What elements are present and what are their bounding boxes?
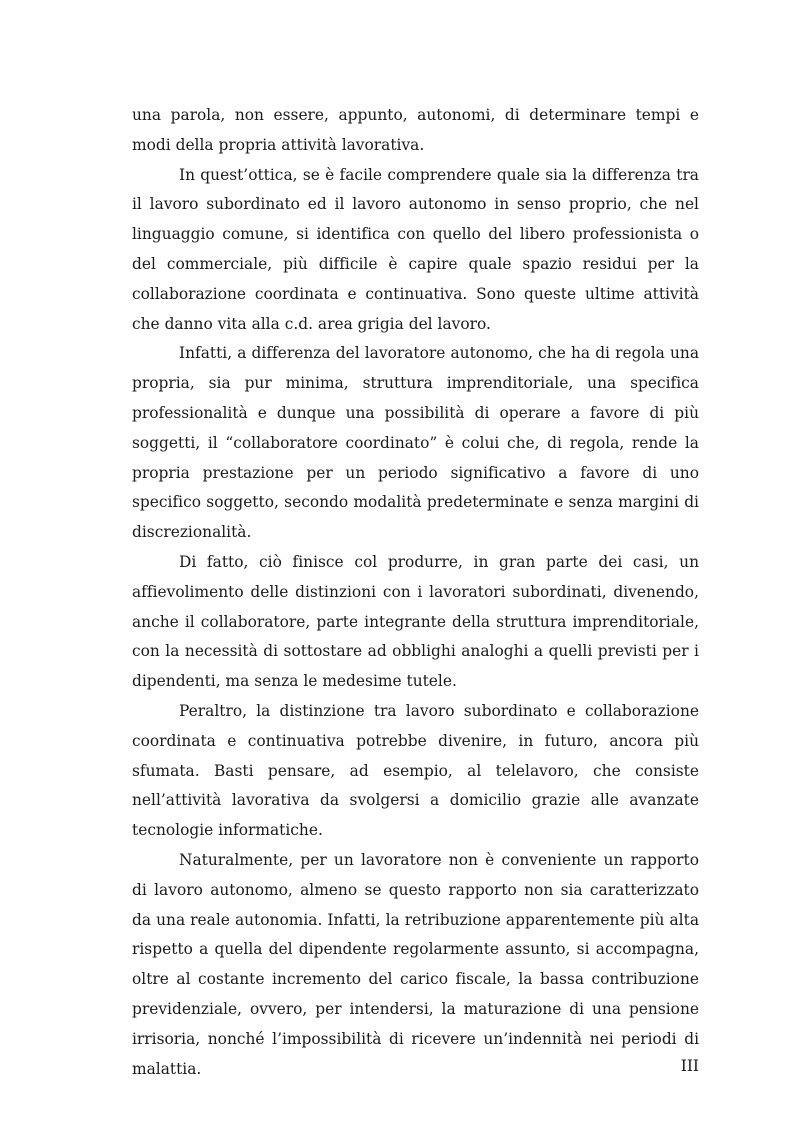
- paragraph: Naturalmente, per un lavoratore non è conveniente un rapporto di lavoro autonomo, almeno se questo rapporto non sia caratterizzato da una reale autonomia. Infatti, la retribuzione apparentemente più alta rispetto a quella del dipendente regolarmente assunto, si accompagna, oltre al costante incremento del carico fiscale, la bassa contribuzione previdenziale, ovvero, per intendersi, la maturazione di una pensione irrisoria, nonché l’impossibilità di ricevere un’indennità nei periodi di malattia.: [132, 850, 699, 1078]
- paragraph: Di fatto, ciò finisce col produrre, in gran parte dei casi, un affievolimento delle distinzioni con i lavoratori subordinati, divenendo, anche il collaboratore, parte integrante della struttura imprenditoriale, con la necessità di sottostare ad obblighi analoghi a quelli previsti per i dipendenti, ma senza le medesime tutele.: [132, 552, 699, 691]
- page-number: III: [680, 1057, 699, 1075]
- paragraph: Peraltro, la distinzione tra lavoro subordinato e collaborazione coordinata e continuativa potrebbe divenire, in futuro, ancora più sfumata. Basti pensare, ad esempio, al telelavoro, che consiste nell’attività lavorativa da svolgersi a domicilio grazie alle avanzate tecnologie informatiche.: [132, 701, 699, 840]
- body-text: [132, 101, 699, 1084]
- paragraph-continuation: una parola, non essere, appunto, autonomi, di determinare tempi e modi della propria attività lavorativa.: [132, 106, 699, 154]
- paragraph: In quest’ottica, se è facile comprendere quale sia la differenza tra il lavoro subordinato ed il lavoro autonomo in senso proprio, che nel linguaggio comune, si identifica con quello del libero professionista o del commerciale, più difficile è capire quale spazio residui per la collaborazione coordinata e continuativa. Sono queste ultime attività che danno vita alla c.d. area grigia del lavoro.: [132, 165, 699, 333]
- paragraph: Infatti, a differenza del lavoratore autonomo, che ha di regola una propria, sia pur minima, struttura imprenditoriale, una specifica professionalità e dunque una possibilità di operare a favore di più soggetti, il “collaboratore coordinato” è colui che, di regola, rende la propria prestazione per un periodo significativo a favore di uno specifico soggetto, secondo modalità predeterminate e senza margini di discrezionalità.: [132, 344, 699, 542]
